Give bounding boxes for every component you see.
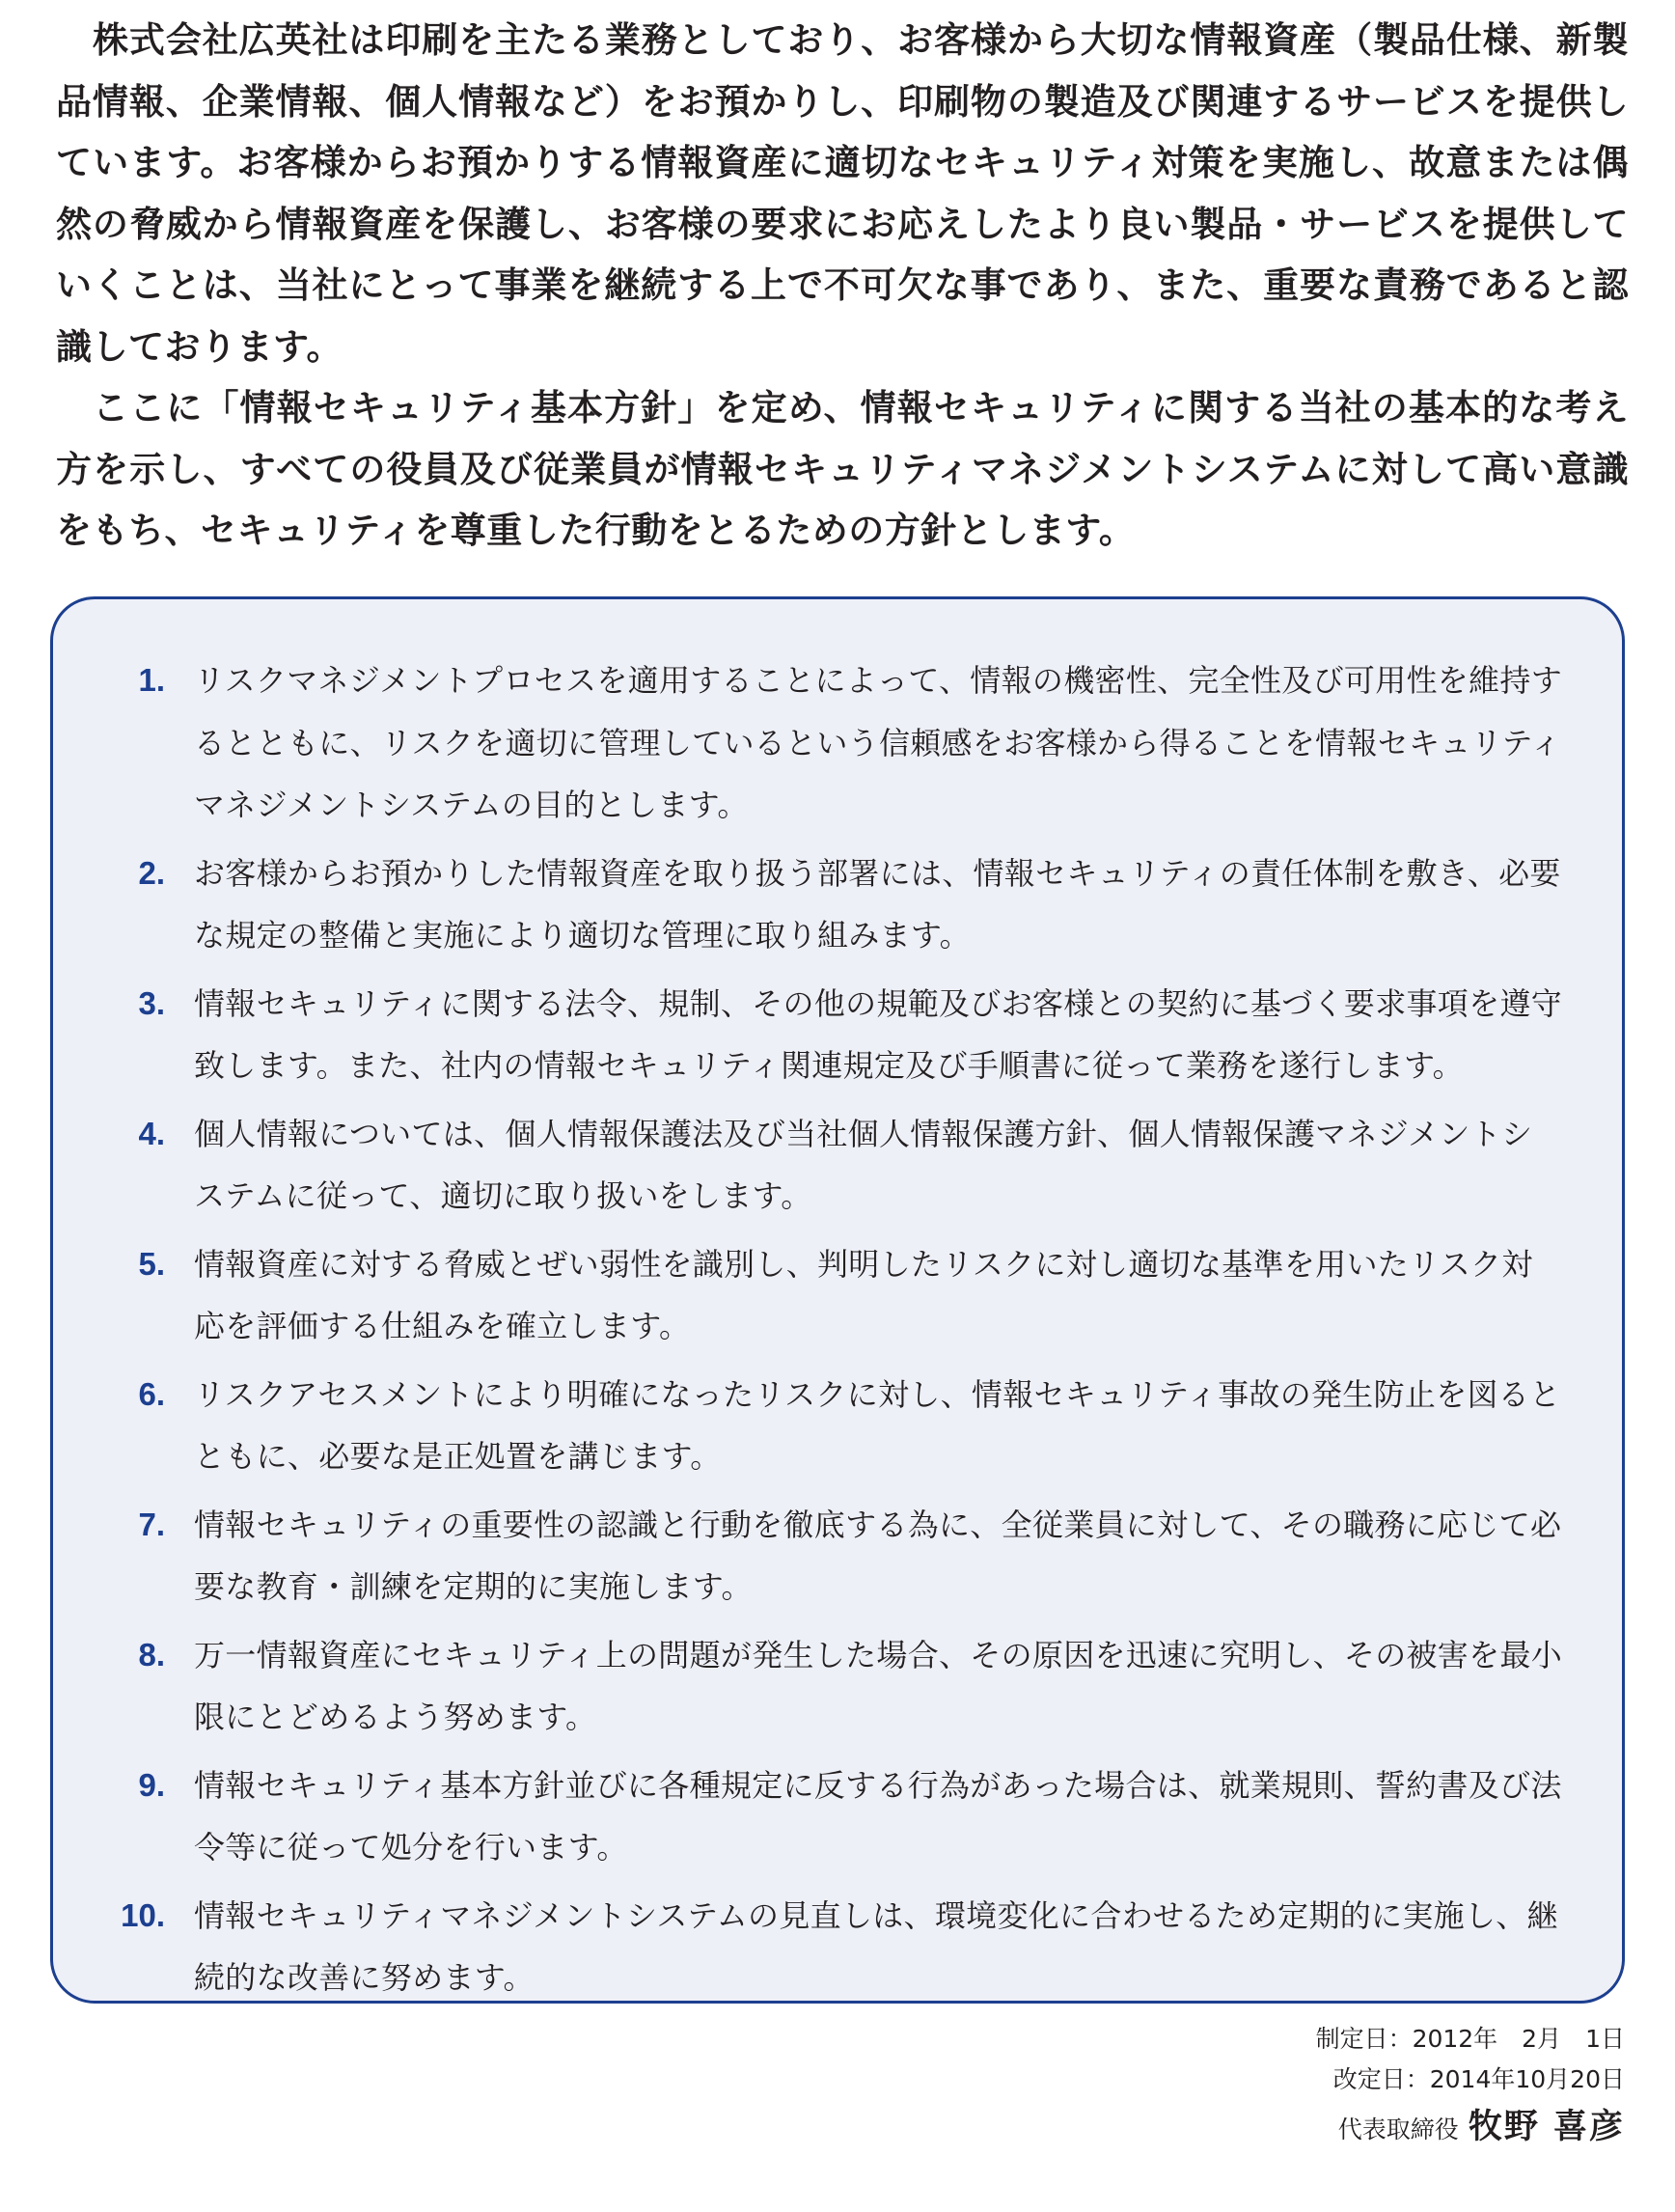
policy-number: 10. <box>121 1896 165 1933</box>
policy-list <box>53 650 1622 2015</box>
policy-number: 5. <box>138 1245 165 1282</box>
policy-text: 情報セキュリティ基本方針並びに各種規定に反する行為があった場合は、就業規則、誓約書及び法令等に従って処分を行います。 <box>194 1766 1562 1866</box>
policy-text: 情報資産に対する脅威とぜい弱性を識別し、判明したリスクに対し適切な基準を用いたリスク対応を評価する仕組みを確立します。 <box>194 1245 1533 1344</box>
policy-text: お客様からお預かりした情報資産を取り扱う部署には、情報セキュリティの責任体制を敷き、必要な規定の整備と実施により適切な管理に取り組みます。 <box>194 854 1561 954</box>
signer <box>1316 2104 1625 2153</box>
revised-date-text: 改定日：2014年10月20日 <box>1332 2065 1625 2093</box>
policy-item <box>53 1364 1622 1488</box>
policy-number: 1. <box>138 662 165 698</box>
policy-number: 4. <box>138 1115 165 1151</box>
policy-item <box>53 1885 1622 2009</box>
policy-item <box>53 1755 1622 1879</box>
policy-item <box>53 1233 1622 1358</box>
policy-number: 3. <box>138 984 165 1021</box>
policy-text: リスクアセスメントにより明確になったリスクに対し、情報セキュリティ事故の発生防止を図るとともに、必要な是正処置を講じます。 <box>194 1375 1561 1475</box>
policy-number: 6. <box>138 1375 165 1412</box>
policy-number: 7. <box>138 1506 165 1542</box>
policy-item <box>53 843 1622 967</box>
policy-number: 9. <box>138 1766 165 1803</box>
signer-name: 牧野 喜彦 <box>1468 2108 1625 2146</box>
intro-paragraph: ここに「情報セキュリティ基本方針」を定め、情報セキュリティに関する当社の基本的な考え方を示し、すべての役員及び従業員が情報セキュリティマネジメントシステムに対して高い意識をもち、セキュリティを尊重した行動をとるための方針とします。 <box>56 387 1629 551</box>
signer-title: 代表取締役 <box>1337 2115 1459 2143</box>
footer <box>1316 2019 1625 2153</box>
policy-item <box>53 1103 1622 1228</box>
policy-text: 情報セキュリティマネジメントシステムの見直しは、環境変化に合わせるため定期的に実施し、継続的な改善に努めます。 <box>194 1896 1558 1996</box>
intro-section <box>56 10 1629 562</box>
policy-box <box>50 596 1625 2004</box>
policy-number: 8. <box>138 1636 165 1673</box>
policy-number: 2. <box>138 854 165 891</box>
policy-item <box>53 1494 1622 1618</box>
intro-paragraph: 株式会社広英社は印刷を主たる業務としており、お客様から大切な情報資産（製品仕様、新製品情報、企業情報、個人情報など）をお預かりし、印刷物の製造及び関連するサービスを提供しています。お客様からお預かりする情報資産に適切なセキュリティ対策を実施し、故意または偶然の脅威から情報資産を保護し、お客様の要求にお応えしたより良い製品・サービスを提供していくことは、当社にとって事業を継続する上で不可欠な事であり、また、重要な責務であると認識しております。 <box>56 19 1629 368</box>
established-date <box>1316 2019 1625 2060</box>
policy-text: リスクマネジメントプロセスを適用することによって、情報の機密性、完全性及び可用性を維持するとともに、リスクを適切に管理しているという信頼感をお客様から得ることを情報セキュリティマネジメントシステムの目的とします。 <box>194 662 1563 823</box>
policy-text: 情報セキュリティの重要性の認識と行動を徹底する為に、全従業員に対して、その職務に応じて必要な教育・訓練を定期的に実施します。 <box>194 1506 1562 1605</box>
policy-item <box>53 1624 1622 1749</box>
policy-item <box>53 650 1622 837</box>
policy-item <box>53 973 1622 1097</box>
revised-date <box>1316 2060 1625 2100</box>
established-date-text: 制定日：2012年 2月 1日 <box>1315 2025 1625 2053</box>
policy-text: 万一情報資産にセキュリティ上の問題が発生した場合、その原因を迅速に究明し、その被害を最小限にとどめるよう努めます。 <box>194 1636 1563 1735</box>
policy-text: 情報セキュリティに関する法令、規制、その他の規範及びお客様との契約に基づく要求事項を遵守致します。また、社内の情報セキュリティ関連規定及び手順書に従って業務を遂行します。 <box>194 984 1563 1084</box>
policy-text: 個人情報については、個人情報保護法及び当社個人情報保護方針、個人情報保護マネジメントシステムに従って、適切に取り扱いをします。 <box>194 1115 1533 1214</box>
